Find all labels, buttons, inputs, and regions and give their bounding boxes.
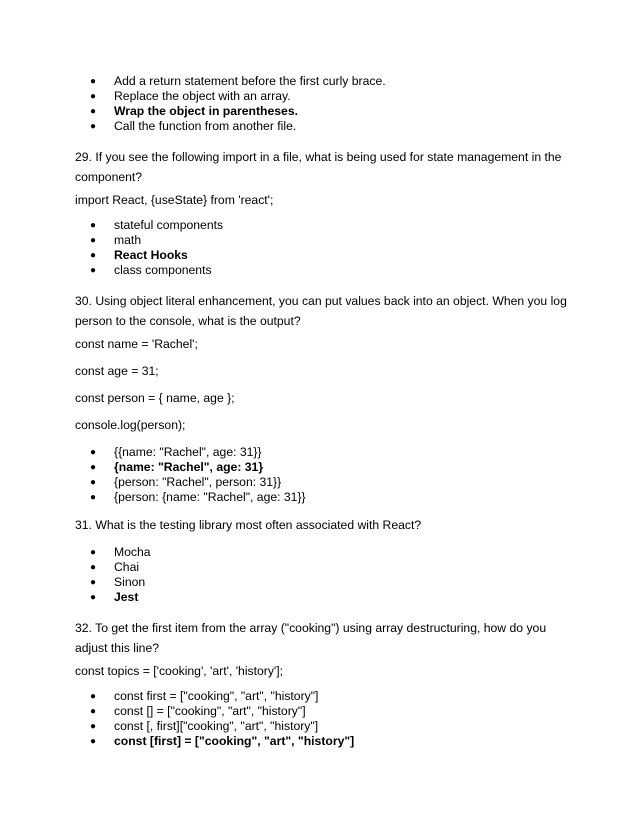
bullet-icon: ● bbox=[90, 492, 97, 503]
q30-code-line-1: const name = 'Rachel'; bbox=[75, 337, 198, 351]
q30-code-line-3: const person = { name, age }; bbox=[75, 391, 235, 405]
option-text: Jest bbox=[114, 590, 139, 604]
option-text: const first = ["cooking", "art", "history"] bbox=[114, 689, 319, 703]
bullet-icon: ● bbox=[90, 447, 97, 458]
q30-options bbox=[90, 445, 306, 505]
q32-option-3 bbox=[90, 719, 354, 734]
bullet-icon: ● bbox=[90, 547, 97, 558]
q30-question: 30. Using object literal enhancement, you can put values back into an object. When you log person to the console, what is the output? bbox=[75, 294, 571, 328]
bullet-icon: ● bbox=[90, 706, 97, 717]
bullet-icon: ● bbox=[90, 721, 97, 732]
q32-question: 32. To get the first item from the array ("cooking") using array destructuring, how do you adjust this line? bbox=[75, 621, 550, 655]
option-text: Mocha bbox=[114, 545, 151, 559]
option-text: Add a return statement before the first curly brace. bbox=[114, 74, 386, 88]
option-text: Sinon bbox=[114, 575, 146, 589]
bullet-icon: ● bbox=[90, 76, 97, 87]
q32-option-1 bbox=[90, 689, 354, 704]
bullet-icon: ● bbox=[90, 235, 97, 246]
option-text: {person: {name: "Rachel", age: 31}} bbox=[114, 490, 306, 504]
option-text: Call the function from another file. bbox=[114, 119, 297, 133]
bullet-icon: ● bbox=[90, 736, 97, 747]
q28-option-4 bbox=[90, 119, 386, 134]
q32-option-4 bbox=[90, 734, 354, 749]
q30-code-line-2: const age = 31; bbox=[75, 364, 159, 378]
q31-option-2 bbox=[90, 560, 151, 575]
bullet-icon: ● bbox=[90, 106, 97, 117]
q29-options bbox=[90, 218, 223, 278]
option-text: Wrap the object in parentheses. bbox=[114, 104, 298, 118]
q30-option-1 bbox=[90, 445, 306, 460]
option-text: math bbox=[114, 233, 142, 247]
q30-option-3 bbox=[90, 475, 306, 490]
q29-code: import React, {useState} from 'react'; bbox=[75, 193, 274, 207]
option-text: {person: "Rachel", person: 31}} bbox=[114, 475, 282, 489]
option-text: {{name: "Rachel", age: 31}} bbox=[114, 445, 262, 459]
option-text: Chai bbox=[114, 560, 140, 574]
q28-option-2 bbox=[90, 89, 386, 104]
bullet-icon: ● bbox=[90, 577, 97, 588]
q30-option-4 bbox=[90, 490, 306, 505]
option-text: const [, first]["cooking", "art", "history"] bbox=[114, 719, 319, 733]
bullet-icon: ● bbox=[90, 91, 97, 102]
q30-option-2 bbox=[90, 460, 306, 475]
q29-option-2 bbox=[90, 233, 223, 248]
q28-option-3 bbox=[90, 104, 386, 119]
q32-options bbox=[90, 689, 354, 749]
bullet-icon: ● bbox=[90, 592, 97, 603]
q29-option-3 bbox=[90, 248, 223, 263]
q32-option-2 bbox=[90, 704, 354, 719]
bullet-icon: ● bbox=[90, 121, 97, 132]
bullet-icon: ● bbox=[90, 250, 97, 261]
option-text: class components bbox=[114, 263, 212, 277]
q31-question: 31. What is the testing library most often associated with React? bbox=[75, 518, 422, 532]
bullet-icon: ● bbox=[90, 462, 97, 473]
option-text: {name: "Rachel", age: 31} bbox=[114, 460, 264, 474]
bullet-icon: ● bbox=[90, 220, 97, 231]
q31-option-4 bbox=[90, 590, 151, 605]
bullet-icon: ● bbox=[90, 265, 97, 276]
q31-options bbox=[90, 545, 151, 605]
q28-option-1 bbox=[90, 74, 386, 89]
option-text: React Hooks bbox=[114, 248, 188, 262]
q29-question: 29. If you see the following import in a file, what is being used for state management in the component? bbox=[75, 150, 565, 184]
bullet-icon: ● bbox=[90, 477, 97, 488]
option-text: const [] = ["cooking", "art", "history"] bbox=[114, 704, 306, 718]
q29-option-1 bbox=[90, 218, 223, 233]
bullet-icon: ● bbox=[90, 691, 97, 702]
q31-option-1 bbox=[90, 545, 151, 560]
q30-code-line-4: console.log(person); bbox=[75, 418, 186, 432]
option-text: stateful components bbox=[114, 218, 224, 232]
q32-code: const topics = ['cooking', 'art', 'history']; bbox=[75, 664, 284, 678]
bullet-icon: ● bbox=[90, 562, 97, 573]
q28-options bbox=[90, 74, 386, 134]
q31-option-3 bbox=[90, 575, 151, 590]
option-text: Replace the object with an array. bbox=[114, 89, 291, 103]
option-text: const [first] = ["cooking", "art", "history"] bbox=[114, 734, 355, 748]
q29-option-4 bbox=[90, 263, 223, 278]
